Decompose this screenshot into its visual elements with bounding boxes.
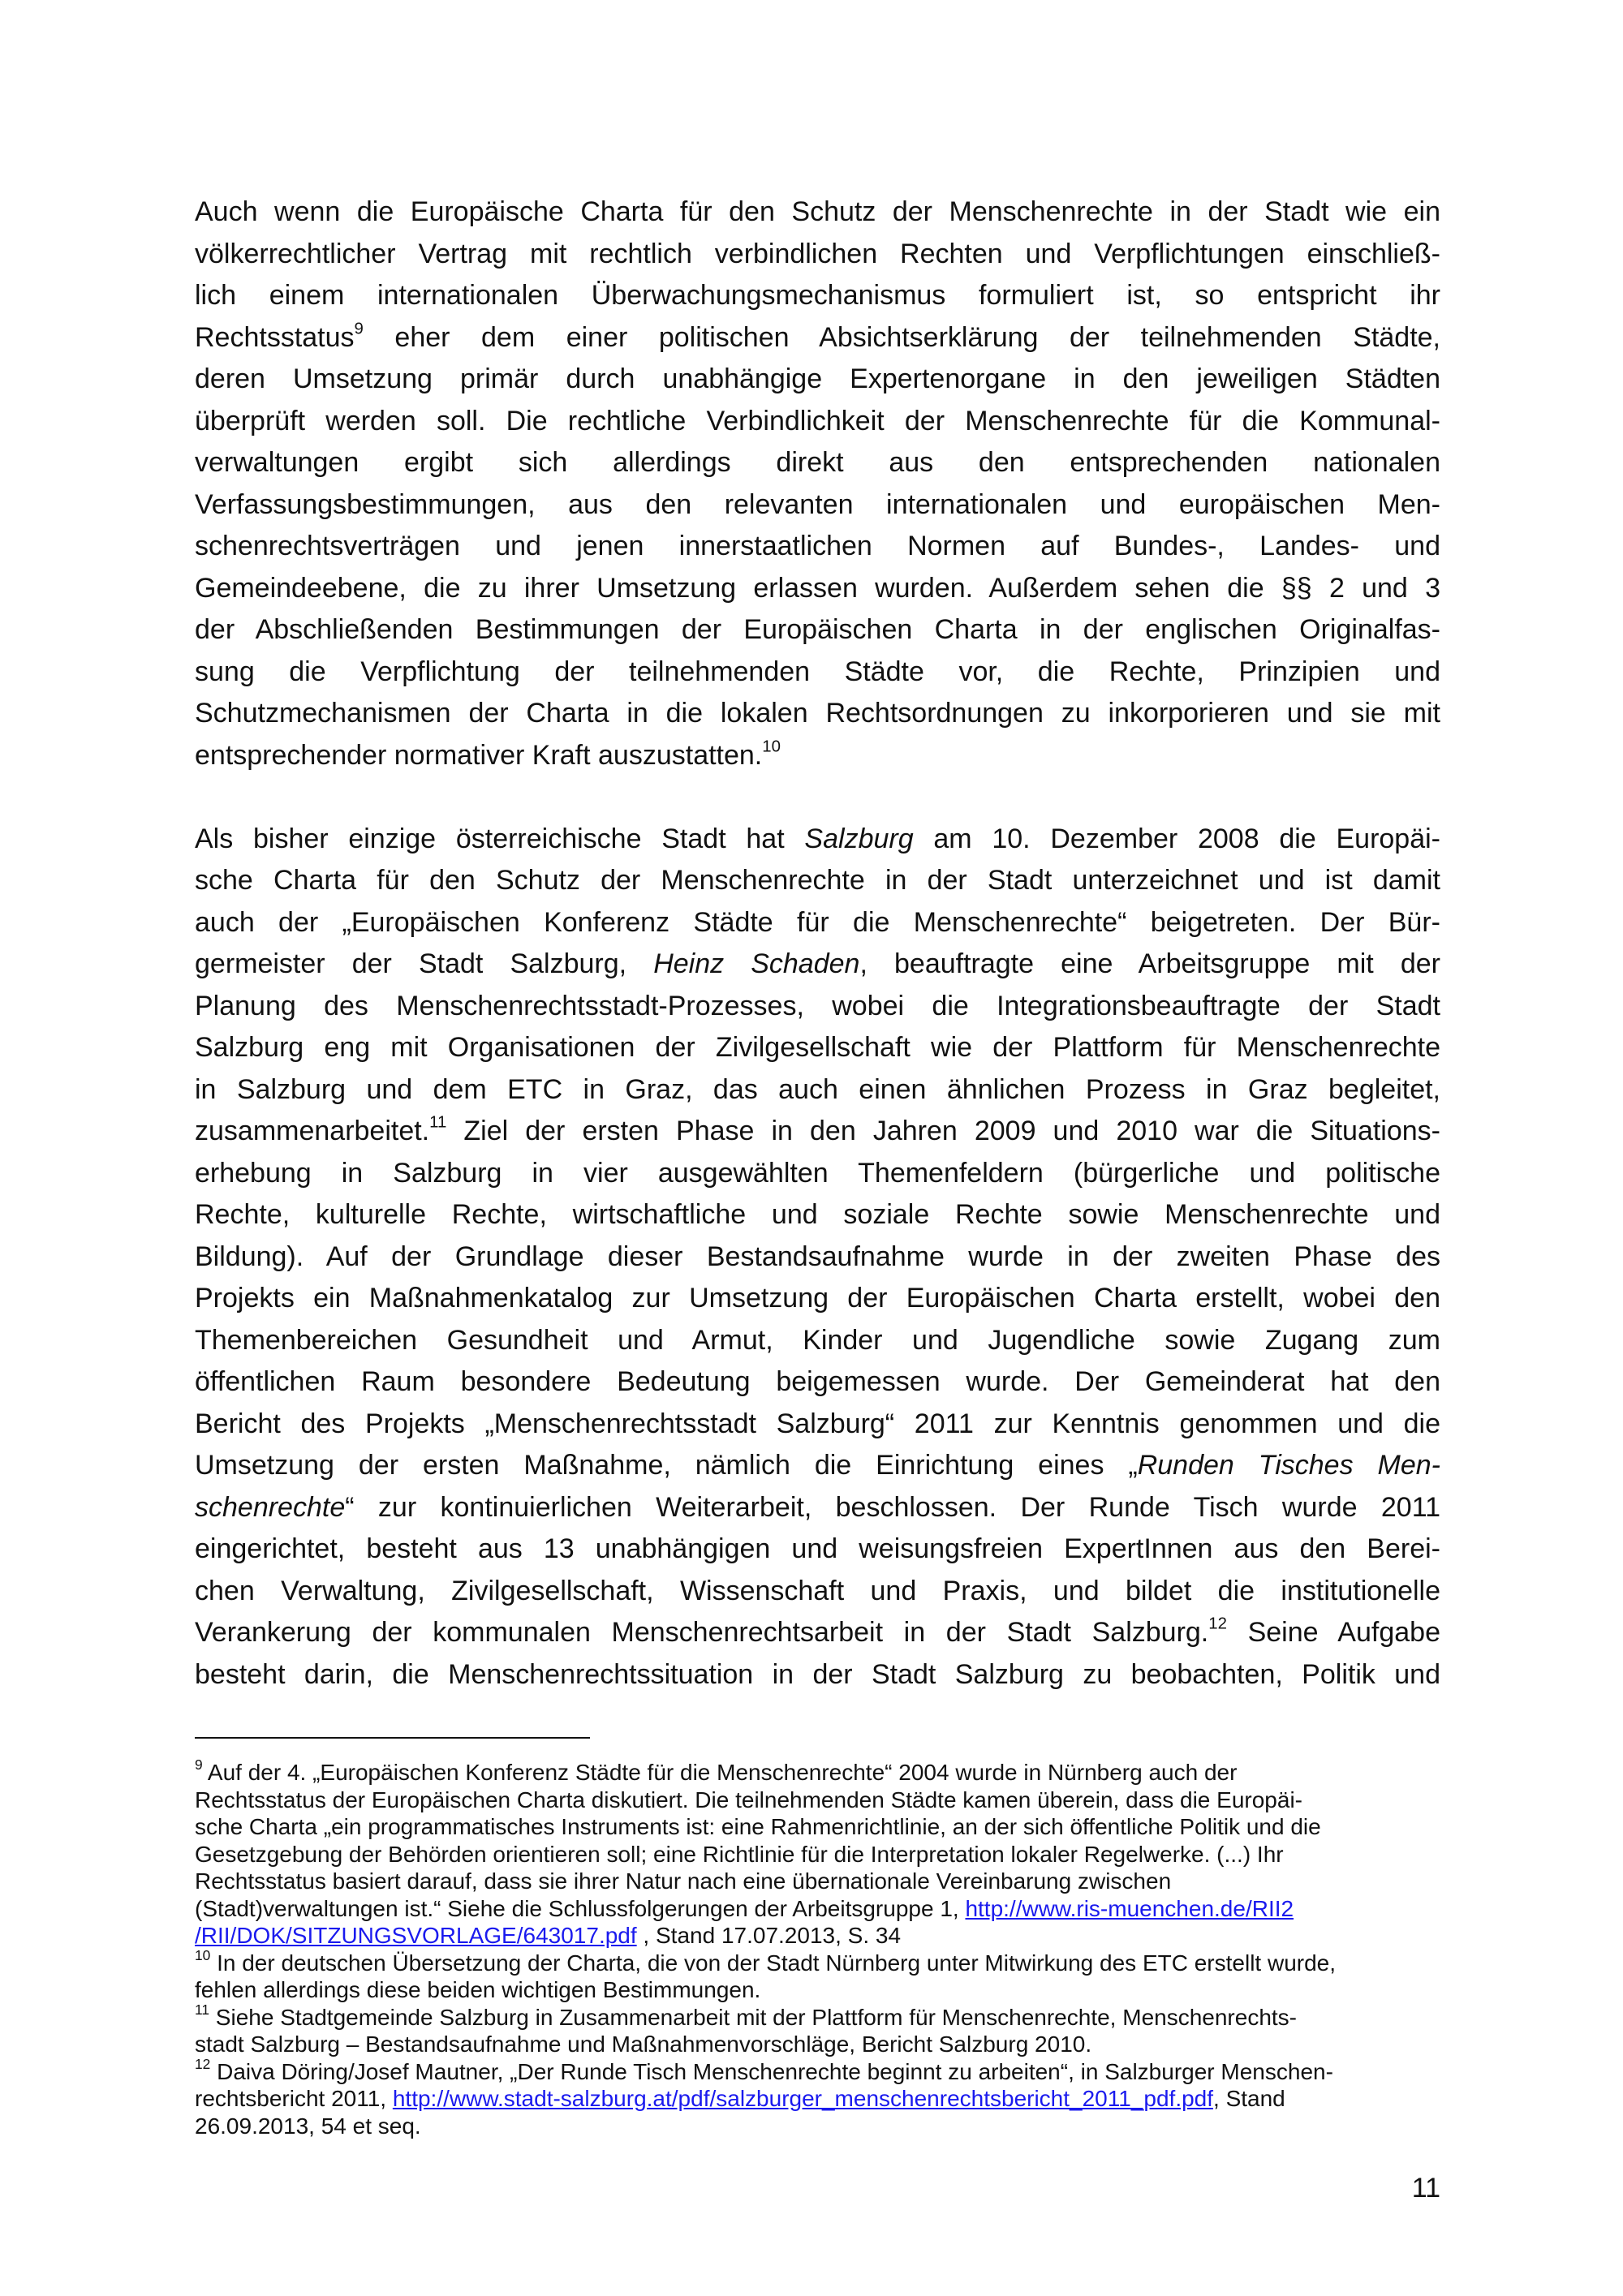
- footnote-line: [195, 1841, 1444, 1868]
- text-run: “ zur kontinuierlichen Weiterarbeit, beschlossen. Der Runde Tisch wurde 2011: [345, 1491, 1440, 1523]
- text-line: [195, 1654, 1440, 1696]
- text-run: Umsetzung der ersten Maßnahme, nämlich die Einrichtung eines „: [195, 1450, 1138, 1481]
- footnote-line: [195, 2001, 1444, 2032]
- footnote-ref: 12: [1208, 1615, 1227, 1633]
- footnote-ref: 11: [429, 1113, 447, 1132]
- text-line: [195, 1069, 1440, 1111]
- text-run: , beauftragte eine Arbeitsgruppe mit der: [859, 948, 1440, 979]
- footnote-line: [195, 1813, 1444, 1841]
- text-line: [195, 1153, 1440, 1195]
- footnote-line: [195, 2113, 1444, 2140]
- text-line: [195, 902, 1440, 944]
- text-line: [195, 1445, 1440, 1487]
- text-run: völkerrechtlicher Vertrag mit rechtlich verbindlichen Rechten und Verpflichtungen einschließ-: [195, 238, 1440, 269]
- paragraph: [195, 191, 1440, 776]
- text-run: der Abschließenden Bestimmungen der Europäischen Charta in der englischen Originalfas-: [195, 614, 1440, 645]
- text-line: [195, 526, 1440, 568]
- text-run: Schutzmechanismen der Charta in die lokalen Rechtsordnungen zu inkorporieren und sie mit: [195, 698, 1440, 729]
- text-run: Daiva Döring/Josef Mautner, „Der Runde Tisch Menschenrechte beginnt zu arbeiten“, in Salzburger Menschen-: [210, 2058, 1333, 2084]
- footnote-ref: 10: [195, 1946, 211, 1963]
- text-line: [195, 1612, 1440, 1654]
- text-run: Siehe Stadtgemeinde Salzburg in Zusammenarbeit mit der Plattform für Menschenrechte, Menschenrechts-: [209, 2004, 1297, 2030]
- text-run: Verfassungsbestimmungen, aus den relevanten internationalen und europäischen Men-: [195, 488, 1440, 520]
- text-line: [195, 1361, 1440, 1404]
- text-run: Salzburg eng mit Organisationen der Zivilgesellschaft wie der Plattform für Menschenrechte: [195, 1032, 1440, 1063]
- text-line: [195, 1027, 1440, 1069]
- text-run: zusammenarbeitet.: [195, 1116, 430, 1146]
- text-line: [195, 1236, 1440, 1279]
- text-run: Ziel der ersten Phase in den Jahren 2009 und 2010 war die Situations-: [446, 1116, 1440, 1146]
- text-line: [195, 442, 1440, 484]
- text-line: [195, 735, 1440, 777]
- text-run: , Stand: [1213, 2086, 1285, 2111]
- footnote-line: [195, 1786, 1444, 1814]
- text-run: sche Charta „ein programmatisches Instruments ist: eine Rahmenrichtlinie, an der sich öffentliche Politik und die: [195, 1814, 1321, 1839]
- footnote-ref: 12: [195, 2055, 211, 2072]
- text-line: [195, 1320, 1440, 1362]
- footnote-line: [195, 1756, 1444, 1786]
- footnote-line: [195, 2085, 1444, 2113]
- footnote: [195, 2001, 1444, 2058]
- italic-text: Runden Tisches Men-: [1137, 1450, 1440, 1481]
- text-line: [195, 1111, 1440, 1153]
- footnote: [195, 1756, 1444, 1950]
- text-run: eher dem einer politischen Absichtserklärung der teilnehmenden Städte,: [363, 321, 1440, 353]
- text-line: [195, 609, 1440, 651]
- text-run: , Stand 17.07.2013, S. 34: [636, 1923, 902, 1948]
- footnote-line: [195, 1922, 1444, 1950]
- italic-text: Salzburg: [804, 823, 914, 854]
- text-run: besteht darin, die Menschenrechtssituation in der Stadt Salzburg zu beobachten, Politik und: [195, 1658, 1440, 1690]
- text-run: Auf der 4. „Europäischen Konferenz Städte für die Menschenrechte“ 2004 wurde in Nürnberg auch der: [202, 1760, 1238, 1785]
- text-line: [195, 819, 1440, 861]
- text-run: Verankerung der kommunalen Menschenrechtsarbeit in der Stadt Salzburg.: [195, 1617, 1209, 1648]
- text-run: In der deutschen Übersetzung der Charta, die von der Stadt Nürnberg unter Mitwirkung des ETC erstellt wurde,: [210, 1950, 1337, 1976]
- text-line: [195, 275, 1440, 317]
- footnote-separator: [195, 1737, 590, 1739]
- text-run: Planung des Menschenrechtsstadt-Prozesses, wobei die Integrationsbeauftragte der Stadt: [195, 990, 1440, 1021]
- text-run: entsprechender normativer Kraft auszustatten.: [195, 739, 763, 771]
- text-line: [195, 1194, 1440, 1236]
- text-line: [195, 860, 1440, 902]
- text-line: [195, 1278, 1440, 1320]
- footnote-line: [195, 1895, 1444, 1923]
- footnotes: [195, 1756, 1444, 2139]
- text-run: sung die Verpflichtung der teilnehmenden Städte vor, die Rechte, Prinzipien und: [195, 656, 1440, 687]
- italic-text: schenrechte: [195, 1491, 346, 1523]
- text-run: lich einem internationalen Überwachungsmechanismus formuliert ist, so entspricht ihr: [195, 280, 1440, 311]
- text-run: Bildung). Auf der Grundlage dieser Bestandsaufnahme wurde in der zweiten Phase des: [195, 1240, 1440, 1272]
- italic-text: Heinz Schaden: [653, 948, 860, 979]
- footnote-line: [195, 1946, 1444, 1977]
- text-line: [195, 651, 1440, 694]
- hyperlink[interactable]: http://www.ris-muenchen.de/RII2: [965, 1895, 1294, 1921]
- text-run: germeister der Stadt Salzburg,: [195, 948, 654, 979]
- text-line: [195, 1404, 1440, 1446]
- text-run: deren Umsetzung primär durch unabhängige Expertenorgane in den jeweiligen Städten: [195, 363, 1440, 394]
- text-run: 26.09.2013, 54 et seq.: [195, 2113, 421, 2139]
- text-line: [195, 986, 1440, 1028]
- text-run: auch der „Europäischen Konferenz Städte für die Menschenrechte“ beigetreten. Der Bür-: [195, 906, 1440, 938]
- text-run: Gesetzgebung der Behörden orientieren soll; eine Richtlinie für die Interpretation lokaler Regelwerke. (...) Ihr: [195, 1841, 1284, 1867]
- text-line: [195, 568, 1440, 610]
- text-run: erhebung in Salzburg in vier ausgewählten Themenfeldern (bürgerliche und politische: [195, 1157, 1440, 1189]
- footnote-ref: 9: [354, 320, 364, 338]
- text-line: [195, 359, 1440, 401]
- text-line: [195, 484, 1440, 527]
- text-run: Rechtsstatus der Europäischen Charta diskutiert. Die teilnehmenden Städte kamen überein, dass die Europäi-: [195, 1786, 1302, 1812]
- text-run: rechtsbericht 2011,: [195, 2086, 393, 2111]
- text-run: Rechtsstatus basiert darauf, dass sie ihrer Natur nach eine übernationale Vereinbarung zwischen: [195, 1868, 1172, 1894]
- text-run: Rechte, kulturelle Rechte, wirtschaftliche und soziale Rechte sowie Menschenrechte und: [195, 1199, 1440, 1230]
- paragraph: [195, 819, 1440, 1696]
- hyperlink[interactable]: /RII/DOK/SITZUNGSVORLAGE/643017.pdf: [195, 1923, 637, 1948]
- text-run: in Salzburg und dem ETC in Graz, das auch einen ähnlichen Prozess in Graz begleitet,: [195, 1073, 1440, 1105]
- text-run: eingerichtet, besteht aus 13 unabhängigen und weisungsfreien ExpertInnen aus den Berei-: [195, 1533, 1440, 1564]
- text-run: Gemeindeebene, die zu ihrer Umsetzung erlassen wurden. Außerdem sehen die §§ 2 und 3: [195, 572, 1440, 604]
- text-run: Bericht des Projekts „Menschenrechtsstadt Salzburg“ 2011 zur Kenntnis genommen und die: [195, 1408, 1440, 1439]
- text-line: [195, 1571, 1440, 1613]
- footnote-ref: 9: [195, 1756, 203, 1773]
- text-run: verwaltungen ergibt sich allerdings direkt aus den entsprechenden nationalen: [195, 447, 1440, 478]
- text-run: überprüft werden soll. Die rechtliche Verbindlichkeit der Menschenrechte für die Kommunal-: [195, 405, 1440, 436]
- text-run: öffentlichen Raum besondere Bedeutung beigemessen wurde. Der Gemeinderat hat den: [195, 1366, 1440, 1397]
- text-line: [195, 191, 1440, 234]
- text-run: am 10. Dezember 2008 die Europäi-: [913, 823, 1440, 854]
- footnote-ref: 10: [762, 737, 781, 756]
- page-number: 11: [1411, 2173, 1440, 2204]
- text-line: [195, 944, 1440, 986]
- footnote-line: [195, 2031, 1444, 2058]
- footnote-line: [195, 1976, 1444, 2004]
- footnote: [195, 1946, 1444, 2004]
- footnote-ref: 11: [195, 2001, 210, 2018]
- text-line: [195, 1529, 1440, 1571]
- text-run: (Stadt)verwaltungen ist.“ Siehe die Schlussfolgerungen der Arbeitsgruppe 1,: [195, 1895, 966, 1921]
- text-run: Projekts ein Maßnahmenkatalog zur Umsetzung der Europäischen Charta erstellt, wobei den: [195, 1283, 1440, 1314]
- text-run: Seine Aufgabe: [1226, 1617, 1440, 1648]
- text-run: Rechtsstatus: [195, 321, 355, 353]
- text-line: [195, 234, 1440, 276]
- text-line: [195, 693, 1440, 735]
- text-run: fehlen allerdings diese beiden wichtigen Bestimmungen.: [195, 1977, 761, 2002]
- text-run: Auch wenn die Europäische Charta für den Schutz der Menschenrechte in der Stadt wie ein: [195, 196, 1440, 227]
- hyperlink[interactable]: http://www.stadt-salzburg.at/pdf/salzburger_menschenrechtsbericht_2011_pdf.pdf: [392, 2086, 1214, 2111]
- text-line: [195, 1487, 1440, 1529]
- text-run: Als bisher einzige österreichische Stadt hat: [195, 823, 805, 854]
- footnote: [195, 2055, 1444, 2140]
- text-line: [195, 401, 1440, 443]
- text-run: chen Verwaltung, Zivilgesellschaft, Wissenschaft und Praxis, und bildet die institutionelle: [195, 1575, 1440, 1606]
- body-text: [195, 191, 1440, 1738]
- footnote-line: [195, 2055, 1444, 2086]
- text-line: [195, 317, 1440, 359]
- text-run: sche Charta für den Schutz der Menschenrechte in der Stadt unterzeichnet und ist damit: [195, 865, 1440, 896]
- text-run: stadt Salzburg – Bestandsaufnahme und Maßnahmenvorschläge, Bericht Salzburg 2010.: [195, 2032, 1092, 2057]
- text-run: schenrechtsverträgen und jenen innerstaatlichen Normen auf Bundes-, Landes- und: [195, 531, 1440, 561]
- text-run: Themenbereichen Gesundheit und Armut, Kinder und Jugendliche sowie Zugang zum: [195, 1324, 1440, 1356]
- footnote-line: [195, 1868, 1444, 1895]
